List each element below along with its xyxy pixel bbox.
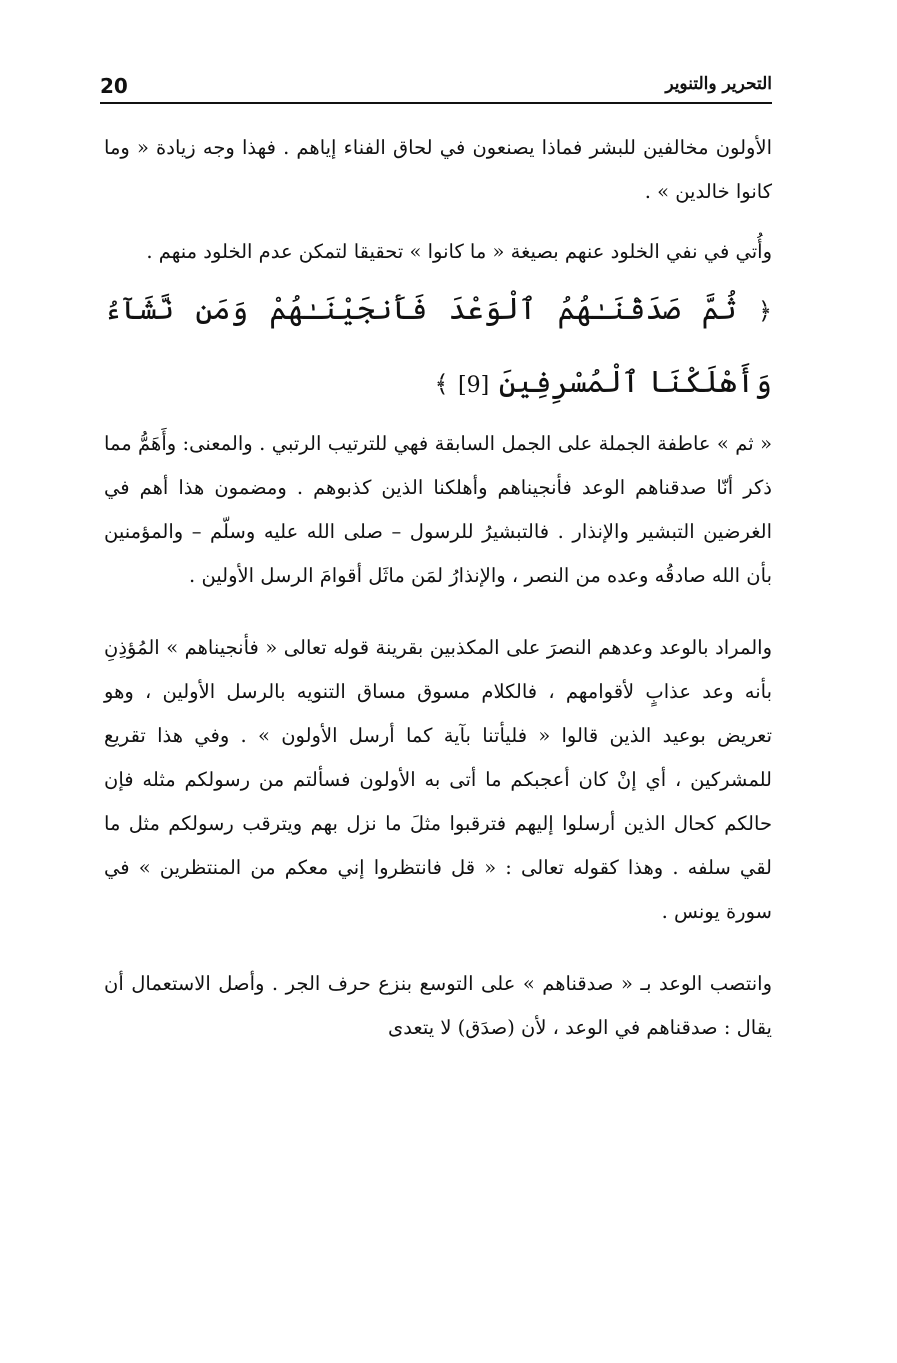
page-header [100,72,772,104]
verse-text: ثُمَّ صَدَقْنَـٰهُمُ ٱلْوَعْدَ فَأَنجَيْنَـٰهُمْ وَمَن نَّشَآءُ وَأَهْلَكْنَا ٱلْمُسْرِفِينَ [104,292,772,400]
verse-open-bracket: ﴿ [757,297,772,325]
paragraph-5: وانتصب الوعد بـ « صدقناهم » على التوسع بنزع حرف الجر . وأصل الاستعمال أن يقال : صدقناهم في الوعد ، لأن (صدَق) لا يتعدى [104,972,772,1039]
page-number: 20 [100,74,128,98]
paragraph-4: والمراد بالوعد وعدهم النصرَ على المكذبين بقرينة قوله تعالى « فأنجيناهم » المُؤذِنِ بأنه وعد عذابٍ لأقوامهم ، فالكلام مسوق مساق التنويه بالرسل الأولين ، وهو تعريض بوعيد الذين قالوا « فليأتنا بآية كما أرسل الأولون » . وفي هذا تقريع للمشركين ، أي إنْ كان أعجبكم ما أتى به الأولون فسألتم من رسولكم مثله فإن حالكم كحال الذين أرسلوا إليهم فترقبوا مثلَ ما نزل بهم ويترقب رسولكم مثل ما لقي سلفه . وهذا كقوله تعالى : « قل فانتظروا إني معكم من المنتظرين » في سورة يونس . [104,636,772,923]
paragraph-3: « ثم » عاطفة الجملة على الجمل السابقة فهي للترتيب الرتبي . والمعنى: وأَهَمُّ مما ذكر أنّا صدقناهم الوعد فأنجيناهم وأهلكنا الذين كذبوهم . ومضمون هذا أهم في الغرضين التبشير والإنذار . فالتبشيرُ للرسول – صلى الله عليه وسلّم – والمؤمنين بأن الله صادقُه وعده من النصر ، والإنذارُ لمَن ماثَل أقوامَ الرسل الأولين . [104,432,772,587]
body-text [104,126,772,1050]
verse-number: [9] [458,373,490,398]
quran-verse [104,274,772,422]
running-title: التحرير والتنوير [665,74,772,94]
verse-close-bracket: ﴾ [434,370,449,398]
paragraph-1: الأولون مخالفين للبشر فماذا يصنعون في لحاق الفناء إياهم . فهذا وجه زيادة « وما كانوا خالدين » . [104,136,772,203]
paragraph-2: وأُتي في نفي الخلود عنهم بصيغة « ما كانوا » تحقيقا لتمكن عدم الخلود منهم . [146,240,772,263]
